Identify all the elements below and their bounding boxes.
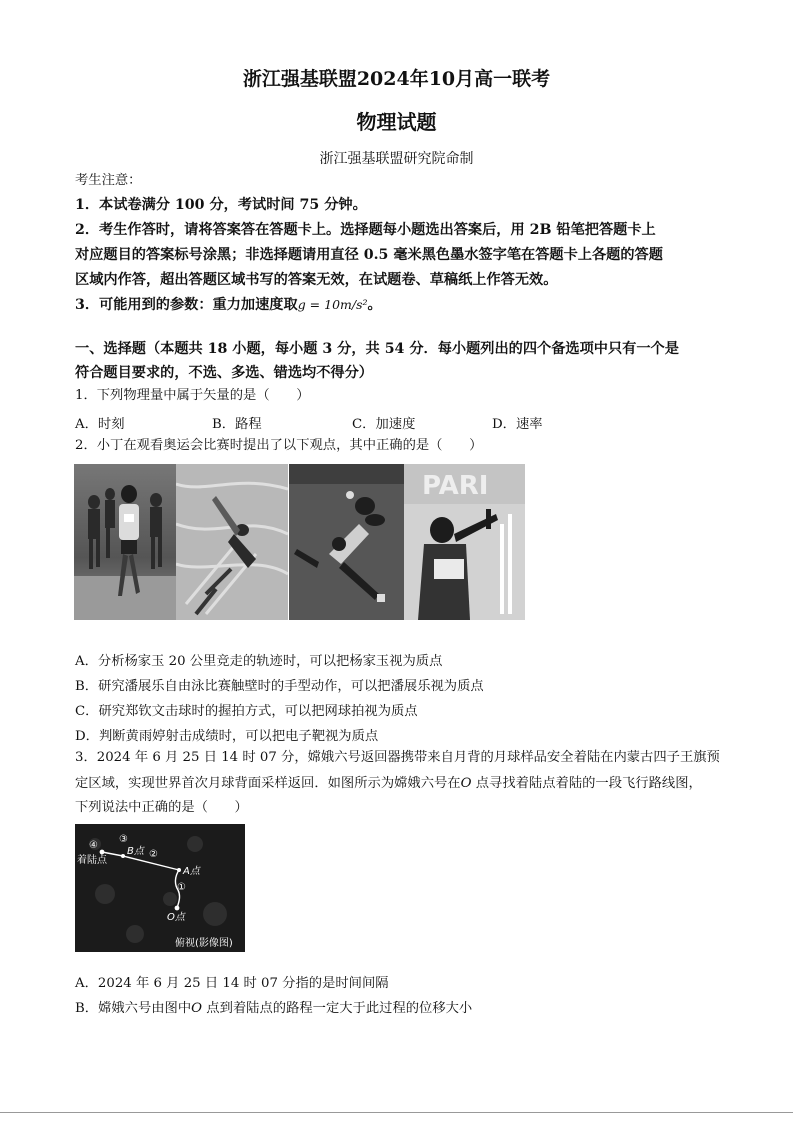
diagram-caption: 俯视(影像图) (175, 938, 233, 949)
q2-option-a: A．分析杨家玉 20 公里竞走的轨迹时，可以把杨家玉视为质点 (75, 654, 443, 669)
q2-option-b: B．研究潘展乐自由泳比赛触壁时的手型动作，可以把潘展乐视为质点 (75, 679, 484, 694)
tennis-photo (289, 464, 404, 620)
notice-item-3-text: 3．可能用到的参数：重力加速度取 (75, 297, 298, 313)
q3-stem-line2 (75, 774, 702, 794)
landing-point-label: 着陆点 (77, 855, 107, 866)
q3-stem-line3: 下列说法中正确的是（ ） (75, 800, 248, 815)
paris-banner-text: PARI (422, 471, 489, 501)
section-heading-2: 符合题目要求的，不选、多选、错选均不得分） (75, 365, 373, 381)
q3-option-a: A．2024 年 6 月 25 日 14 时 07 分指的是时间间隔 (75, 976, 389, 991)
q3-option-b (75, 997, 472, 1016)
marker-1: ① (177, 882, 186, 893)
o-point-label: O点 (167, 912, 185, 923)
q3-var-o: O (460, 776, 472, 791)
q2-stem: 2．小丁在观看奥运会比赛时提出了以下观点，其中正确的是（ ） (75, 438, 483, 453)
subject-title: 物理试题 (356, 110, 437, 134)
q3-option-b-var: O (191, 1001, 203, 1016)
q1-option-b: B．路程 (212, 417, 262, 432)
gravity-formula: g = 10m/s² (297, 297, 368, 312)
race-walk-photo (74, 464, 176, 620)
swimming-photo (176, 464, 288, 620)
notice-heading: 考生注意： (75, 173, 142, 188)
notice-item-2-end: 区域内作答，超出答题区域书写的答案无效，在试题卷、草稿纸上作答无效。 (75, 272, 558, 288)
q3-stem-line2-b: 点寻找着陆点着陆的一段飞行路线图， (471, 776, 702, 791)
notice-item-3 (75, 295, 382, 315)
q3-option-b-a: B．嫦娥六号由图中 (75, 1001, 192, 1016)
q2-option-d: D．判断黄雨婷射击成绩时，可以把电子靶视为质点 (75, 729, 379, 744)
notice-item-2-cont: 对应题目的答案标号涂黑；非选择题请用直径 0.5 毫米黑色墨水签字笔在答题卡上各题的答题 (75, 247, 663, 263)
b-point-label: B点 (127, 846, 144, 857)
gravity-end: 。 (367, 297, 382, 313)
shooting-photo (404, 464, 525, 620)
q1-option-c: C．加速度 (352, 417, 416, 432)
exam-title: 浙江强基联盟2024年10月高一联考 (242, 68, 551, 90)
notice-item-2: 2．考生作答时，请将答案答在答题卡上。选择题每小题选出答案后，用 2B 铅笔把答题卡上 (75, 222, 656, 238)
landing-path-diagram (75, 824, 245, 952)
section-heading-1: 一、选择题（本题共 18 小题，每小题 3 分，共 54 分．每小题列出的四个备选项中只有一个是 (75, 341, 679, 357)
marker-4: ④ (89, 840, 98, 851)
q1-option-d: D．速率 (492, 417, 543, 432)
page-bottom-rule (0, 1112, 793, 1113)
notice-item-1: 1．本试卷满分 100 分，考试时间 75 分钟。 (75, 197, 367, 213)
q2-option-c: C．研究郑钦文击球时的握拍方式，可以把网球拍视为质点 (75, 704, 418, 719)
q1-stem: 1．下列物理量中属于矢量的是（ ） (75, 388, 310, 403)
author-line: 浙江强基联盟研究院命制 (319, 151, 474, 167)
q3-option-b-b: 点到着陆点的路程一定大于此过程的位移大小 (202, 1001, 473, 1016)
q3-stem-line2-a: 定区域，实现世界首次月球背面采样返回．如图所示为嫦娥六号在 (75, 776, 461, 791)
a-point-label: A点 (183, 866, 200, 877)
marker-2: ② (149, 849, 158, 860)
q3-stem-line1: 3．2024 年 6 月 25 日 14 时 07 分，嫦娥六号返回器携带来自月背的月球样品安全着陆在内蒙古四子王旗预 (75, 750, 720, 765)
q1-option-a: A．时刻 (75, 417, 125, 432)
marker-3: ③ (119, 834, 128, 845)
